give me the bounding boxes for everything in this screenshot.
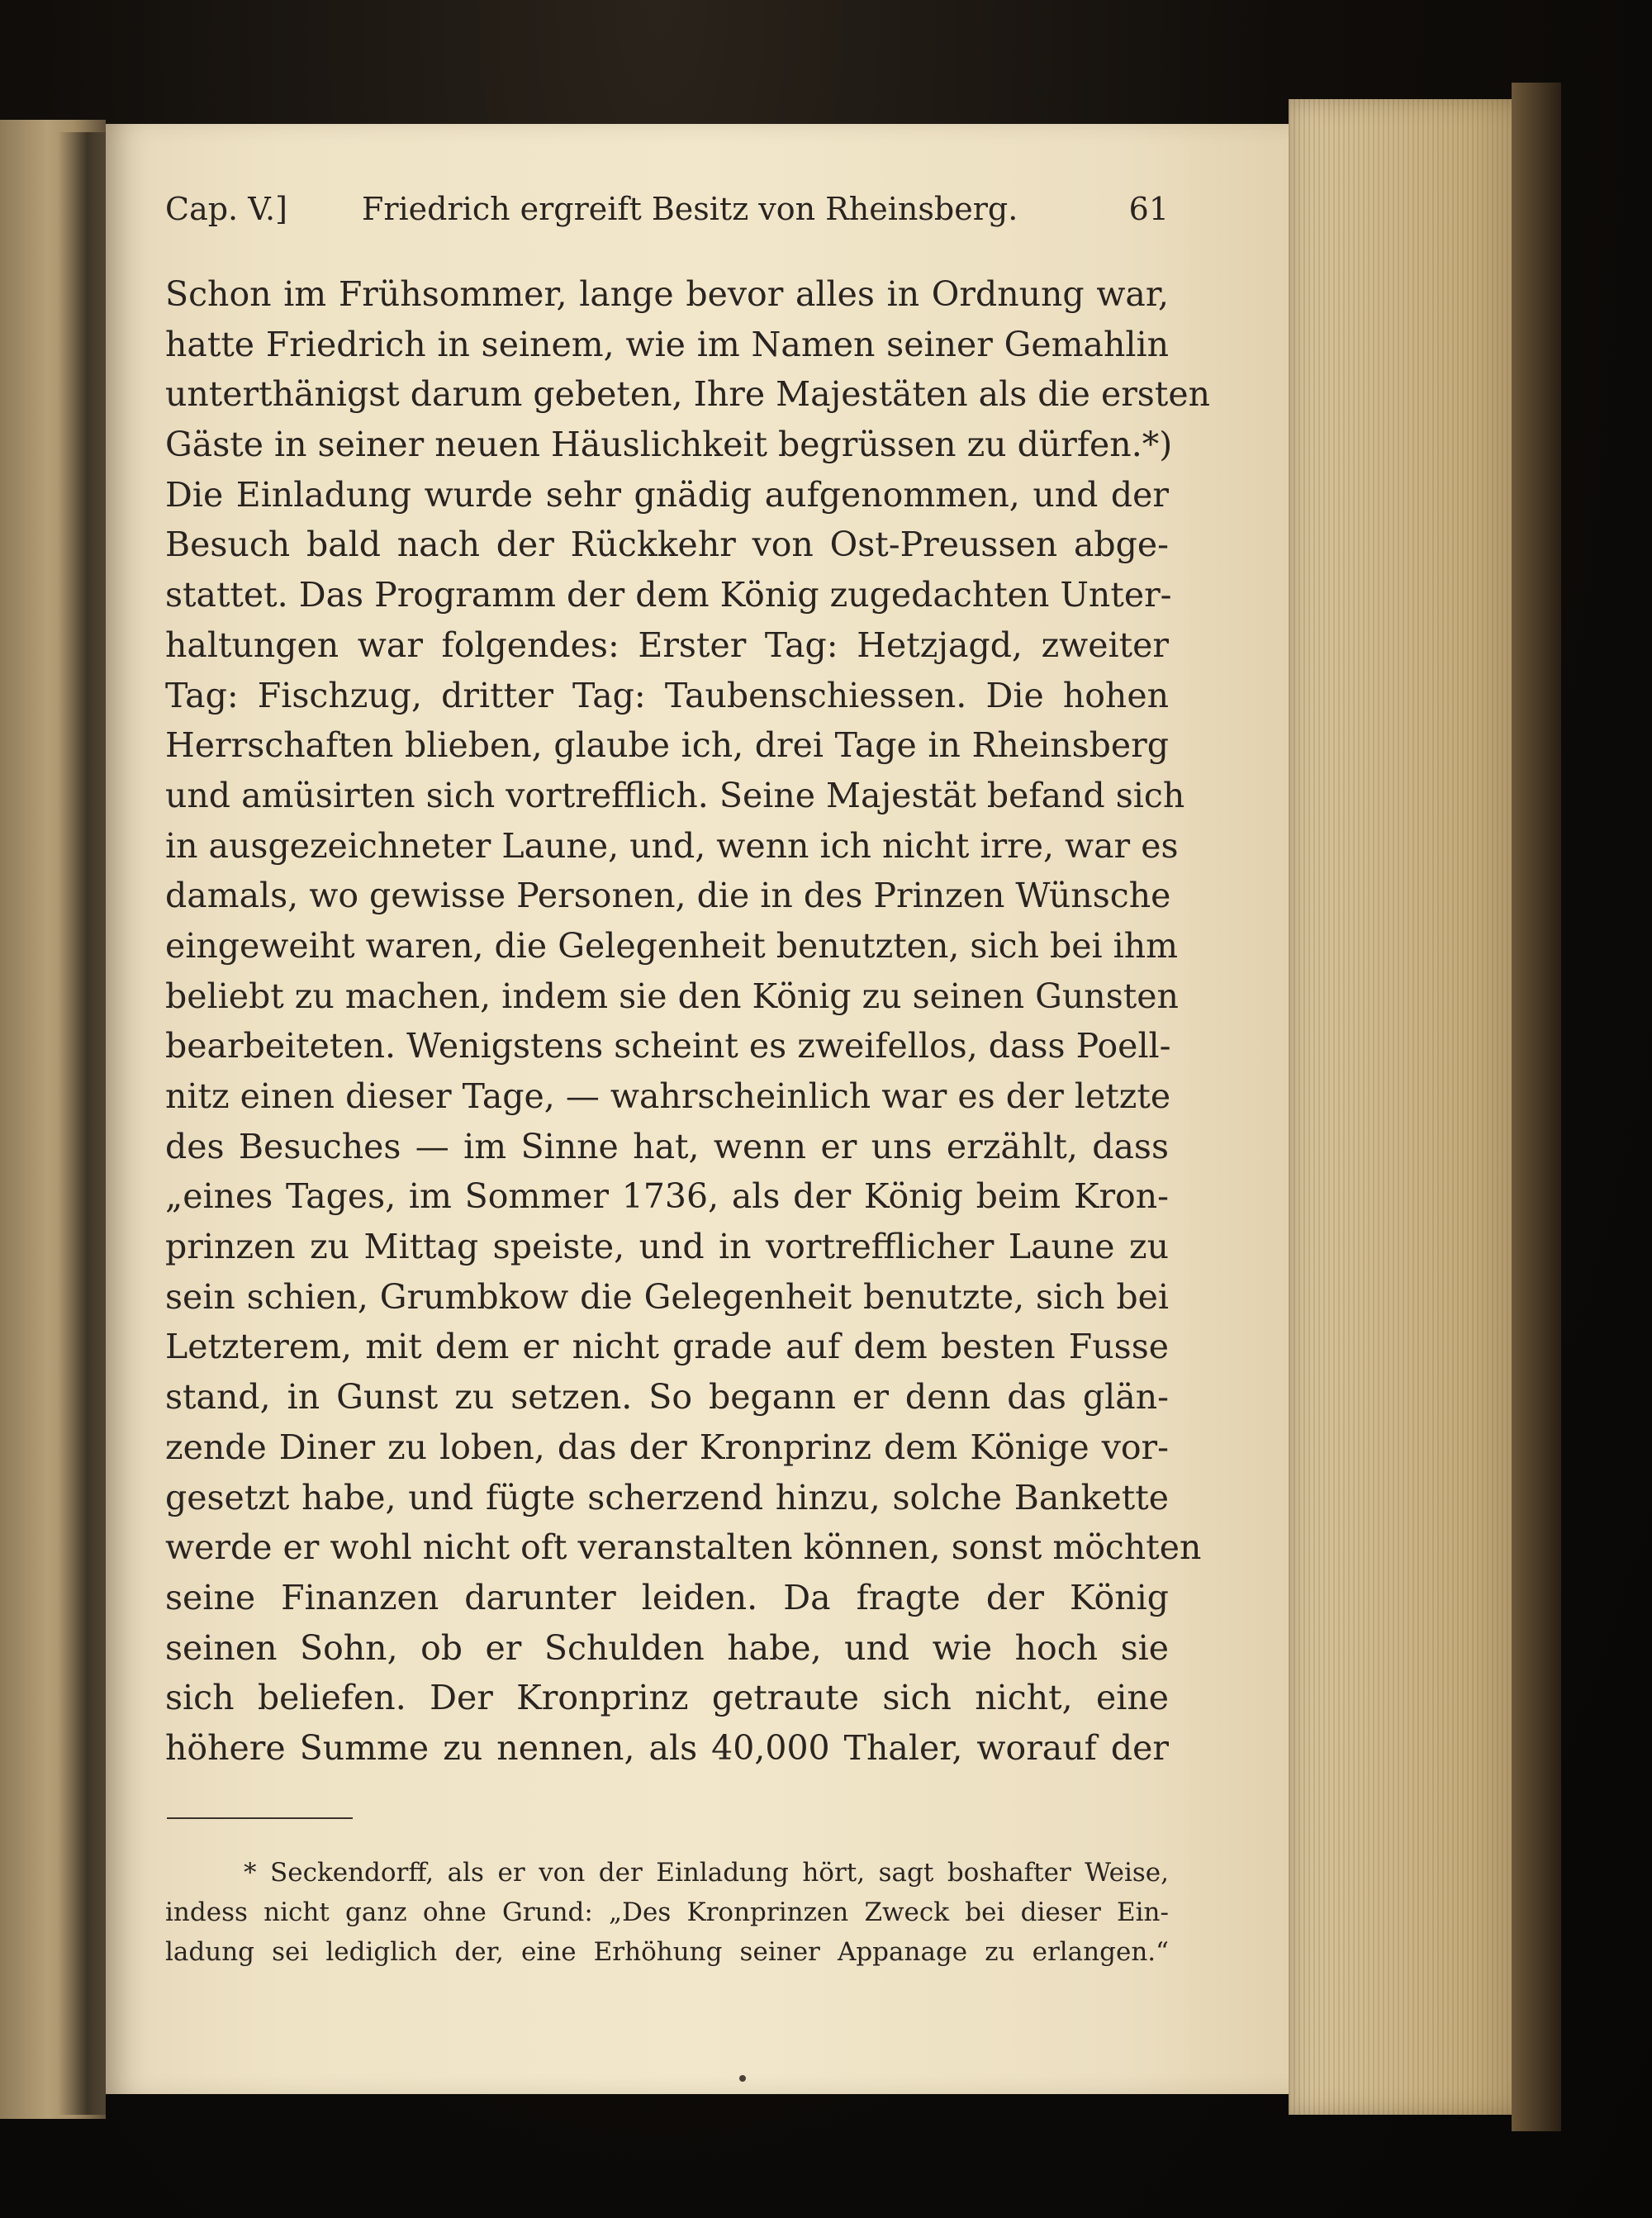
- footnote-line: ladung sei lediglich der, eine Erhöhung seiner Appanage zu erlangen.“: [165, 1937, 1169, 1967]
- ink-speck: [739, 2075, 746, 2082]
- running-head: [165, 188, 1169, 230]
- body-line: Besuch bald nach der Rückkehr von Ost-Preussen abge-: [165, 525, 1169, 565]
- body-line: Herrschaften blieben, glaube ich, drei Tage in Rheinsberg: [165, 725, 1169, 766]
- body-line: unterthänigst darum gebeten, Ihre Majestäten als die ersten: [165, 374, 1210, 415]
- body-line: stand, in Gunst zu setzen. So begann er denn das glän-: [165, 1377, 1169, 1418]
- body-line: seinen Sohn, ob er Schulden habe, und wie hoch sie: [165, 1627, 1169, 1668]
- body-line: nitz einen dieser Tage, — wahrscheinlich war es der letzte: [165, 1076, 1171, 1116]
- running-title: Friedrich ergreift Besitz von Rheinsberg.: [362, 191, 1018, 227]
- body-line: Schon im Frühsommer, lange bevor alles in Ordnung war,: [165, 274, 1169, 314]
- body-line: sich beliefen. Der Kronprinz getraute sich nicht, eine: [165, 1678, 1169, 1718]
- chapter-marker: Cap. V.]: [165, 191, 287, 227]
- body-line: Die Einladung wurde sehr gnädig aufgenommen, und der: [165, 474, 1169, 515]
- body-line: damals, wo gewisse Personen, die in des Prinzen Wünsche: [165, 876, 1171, 916]
- body-line: höhere Summe zu nennen, als 40,000 Thaler, worauf der: [165, 1727, 1169, 1768]
- body-line: Letzterem, mit dem er nicht grade auf dem besten Fusse: [165, 1327, 1169, 1367]
- body-line: prinzen zu Mittag speiste, und in vortrefflicher Laune zu: [165, 1227, 1169, 1267]
- body-line: zende Diner zu loben, das der Kronprinz dem Könige vor-: [165, 1427, 1169, 1467]
- body-line: stattet. Das Programm der dem König zugedachten Unter-: [165, 575, 1172, 615]
- body-line: des Besuches — im Sinne hat, wenn er uns erzählt, dass: [165, 1126, 1169, 1166]
- page-number: 61: [1128, 191, 1169, 227]
- body-line: bearbeiteten. Wenigstens scheint es zweifellos, dass Poell-: [165, 1026, 1171, 1066]
- body-line: beliebt zu machen, indem sie den König zu seinen Gunsten: [165, 976, 1179, 1016]
- body-line: „eines Tages, im Sommer 1736, als der König beim Kron-: [165, 1176, 1169, 1217]
- body-line: hatte Friedrich in seinem, wie im Namen seiner Gemahlin: [165, 324, 1169, 364]
- body-line: in ausgezeichneter Laune, und, wenn ich nicht irre, war es: [165, 825, 1179, 866]
- footnotes: [165, 1853, 1169, 1972]
- body-line: Gäste in seiner neuen Häuslichkeit begrüssen zu dürfen.*): [165, 425, 1173, 465]
- body-line: gesetzt habe, und fügte scherzend hinzu, solche Bankette: [165, 1477, 1169, 1517]
- body-line: sein schien, Grumbkow die Gelegenheit benutzte, sich bei: [165, 1276, 1169, 1317]
- body-line: werde er wohl nicht oft veranstalten können, sonst möchten: [165, 1527, 1202, 1568]
- body-line: seine Finanzen darunter leiden. Da fragte der König: [165, 1577, 1169, 1617]
- body-line: haltungen war folgendes: Erster Tag: Hetzjagd, zweiter: [165, 625, 1169, 665]
- footnote-rule: [167, 1817, 353, 1819]
- body-line: eingeweiht waren, die Gelegenheit benutzten, sich bei ihm: [165, 925, 1179, 966]
- body-line: und amüsirten sich vortrefflich. Seine Majestät befand sich: [165, 775, 1185, 815]
- body-text: [165, 269, 1210, 1774]
- footnote-line: indess nicht ganz ohne Grund: „Des Kronprinzen Zweck bei dieser Ein-: [165, 1897, 1169, 1927]
- body-line: Tag: Fischzug, dritter Tag: Taubenschiessen. Die hohen: [165, 675, 1169, 715]
- footnote-line: * Seckendorff, als er von der Einladung hört, sagt boshafter Weise,: [244, 1858, 1169, 1888]
